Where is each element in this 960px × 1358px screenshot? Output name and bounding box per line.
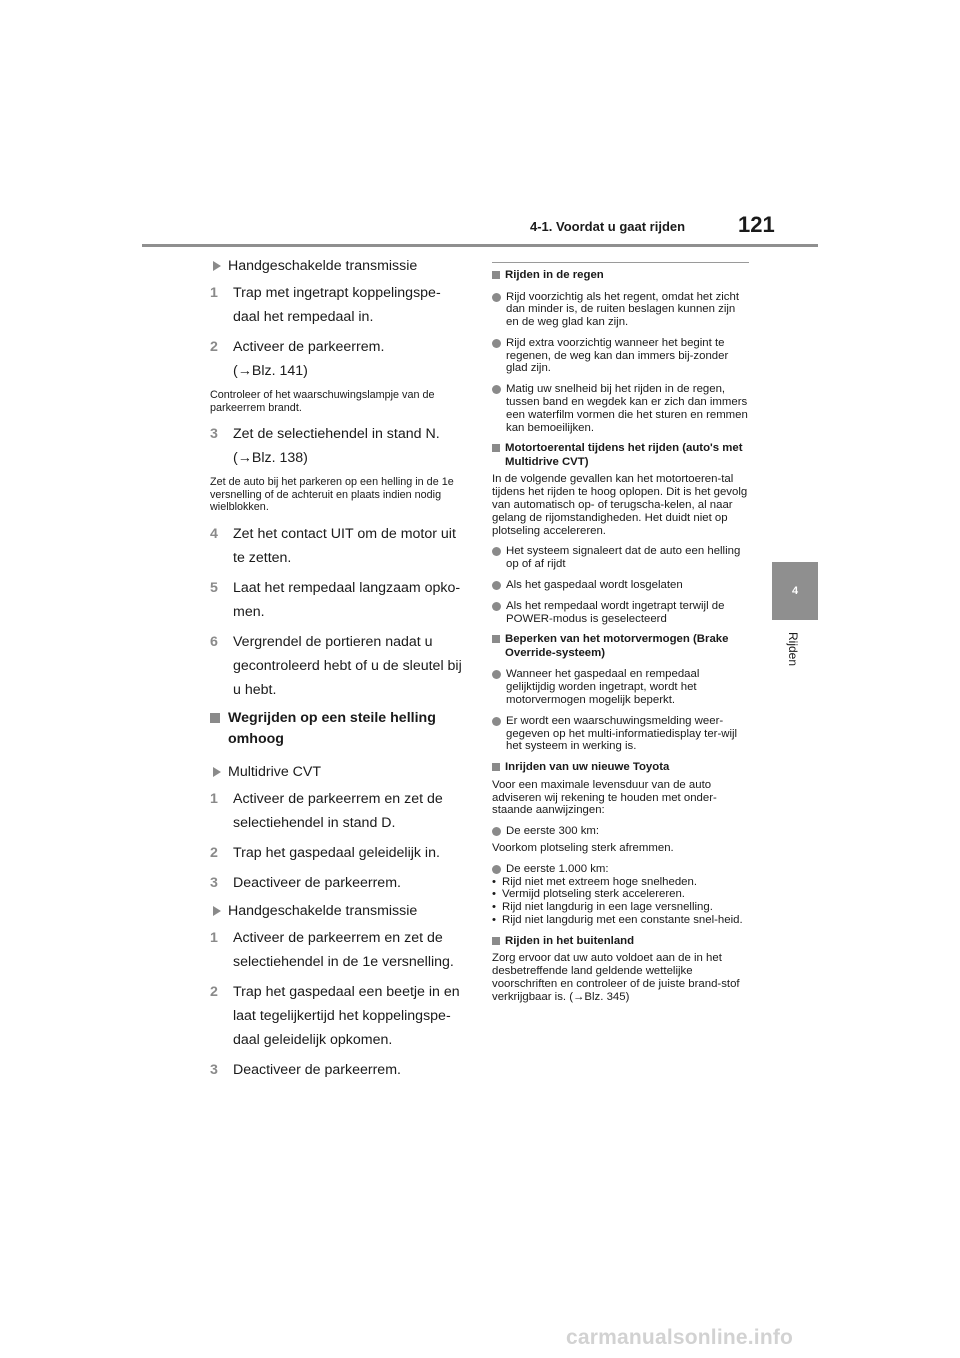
steep-hill-heading: Wegrijden op een steile helling omhoog: [210, 708, 466, 750]
bullet-item: De eerste 300 km:: [492, 825, 749, 838]
page-reference[interactable]: (→Blz. 138): [233, 450, 308, 466]
step-text: Activeer de parkeerrem en zet de selectiehendel in de 1e versnelling.: [233, 929, 454, 970]
page-number: 121: [738, 212, 775, 237]
bullet-item: Matig uw snelheid bij het rijden in de regen, tussen band en wegdek kan er zich dan immers een waterfilm vormen die het sturen en remmen kan bemoeilijken.: [492, 383, 749, 434]
step-number: 1: [210, 285, 218, 301]
header-rule: [142, 244, 818, 247]
step-item: [210, 281, 466, 329]
cvt-heading: Multidrive CVT: [210, 762, 466, 783]
step-text: Laat het rempedaal langzaam opko-men.: [233, 579, 461, 620]
step-text: Trap het gaspedaal een beetje in en laat tegelijkertijd het koppelingspe-daal geleidelijk opkomen.: [233, 983, 460, 1048]
left-column: [210, 254, 466, 1088]
step-item: [210, 576, 466, 624]
list-item: • Rijd niet langdurig in een lage versnelling.: [492, 901, 749, 914]
step-number: 2: [210, 844, 218, 861]
step-number: 3: [210, 874, 218, 891]
step-item: [210, 335, 466, 383]
paragraph: In de volgende gevallen kan het motortoeren-tal tijdens het rijden te hoog oplopen. Dit is het gevolg van automatisch op- of terugscha-kelen, al naar gelang de rijomstandigheden. Het duidt niet op plotseling accelereren.: [492, 473, 748, 537]
right-column: [492, 262, 749, 1011]
bullet-item: Als het gaspedaal wordt losgelaten: [492, 579, 749, 592]
list-item: • Vermijd plotseling sterk accelereren.: [492, 888, 749, 901]
rain-heading: Rijden in de regen: [492, 269, 749, 283]
step-text: Vergrendel de portieren nadat u gecontroleerd hebt of u de sleutel bij u hebt.: [233, 633, 462, 698]
chapter-tab[interactable]: 4: [772, 562, 818, 620]
bullet-item: Wanneer het gaspedaal en rempedaal gelijktijdig worden ingetrapt, wordt het motorvermogen mogelijk beperkt.: [492, 668, 749, 706]
break-in-heading: Inrijden van uw nieuwe Toyota: [492, 761, 749, 775]
section-title: 4-1. Voordat u gaat rijden: [530, 219, 686, 234]
chapter-label: Rijden: [786, 632, 800, 667]
bullet-item: Het systeem signaleert dat de auto een helling op of af rijdt: [492, 545, 749, 571]
step-text: Activeer de parkeerrem en zet de selectiehendel in stand D.: [233, 790, 443, 831]
step-text: Deactiveer de parkeerrem.: [233, 1061, 401, 1078]
step-item: [210, 1058, 466, 1082]
brake-override-heading: Beperken van het motorvermogen (Brake Override-systeem): [492, 633, 749, 660]
bullet-item: De eerste 1.000 km:: [492, 863, 749, 876]
step-number: 1: [210, 929, 218, 946]
list-item: • Rijd niet langdurig met een constante snel-heid.: [492, 914, 749, 927]
step-text: Deactiveer de parkeerrem.: [233, 874, 401, 891]
abroad-heading: Rijden in het buitenland: [492, 935, 749, 949]
step-text: Activeer de parkeerrem.: [233, 339, 385, 355]
manual-transmission-heading-2: Handgeschakelde transmissie: [210, 901, 466, 922]
note-text: Zet de auto bij het parkeren op een helling in de 1e versnelling of de achteruit en plaats indien nodig wielblokken.: [210, 476, 454, 513]
paragraph: Voorkom plotseling sterk afremmen.: [492, 841, 674, 854]
step-number: 4: [210, 525, 218, 542]
page-reference[interactable]: (→Blz. 141): [233, 363, 308, 379]
step-item: [210, 787, 466, 835]
step-number: 6: [210, 633, 218, 650]
step-number: 3: [210, 426, 218, 442]
step-number: 2: [210, 339, 218, 355]
step-text: Trap het gaspedaal geleidelijk in.: [233, 844, 440, 861]
step-number: 3: [210, 1061, 218, 1078]
step-item: [210, 980, 466, 1052]
step-item: [210, 422, 466, 470]
step-item: [210, 630, 466, 702]
step-number: 1: [210, 790, 218, 807]
bullet-item: Rijd voorzichtig als het regent, omdat het zicht dan minder is, de ruiten beslagen kunnen zijn en de weg glad kan zijn.: [492, 291, 749, 329]
note-text: Controleer of het waarschuwingslampje van de parkeerrem brandt.: [210, 389, 435, 414]
step-number: 2: [210, 983, 218, 1000]
bullet-item: Als het rempedaal wordt ingetrapt terwijl de POWER-modus is geselecteerd: [492, 600, 749, 626]
step-number: 5: [210, 579, 218, 596]
watermark: carmanualsonline.info: [566, 1326, 794, 1349]
step-item: [210, 871, 466, 895]
step-item: [210, 522, 466, 570]
break-in-list: [492, 876, 749, 927]
paragraph: Voor een maximale levensduur van de auto adviseren wij rekening te houden met onder-staande aanwijzingen:: [492, 778, 717, 817]
step-text: Trap met ingetrapt koppelingspe-daal het rempedaal in.: [233, 285, 441, 325]
list-item: • Rijd niet met extreem hoge snelheden.: [492, 876, 749, 889]
step-item: [210, 926, 466, 974]
bullet-item: Rijd extra voorzichtig wanneer het begint te regenen, de weg kan dan immers bij-zonder glad zijn.: [492, 337, 749, 375]
step-item: [210, 841, 466, 865]
step-text: Zet het contact UIT om de motor uit te zetten.: [233, 525, 456, 566]
paragraph: Zorg ervoor dat uw auto voldoet aan de in het desbetreffende land geldende wettelijke voorschriften en controleer of de juiste brand-stof verkrijgbaar is. (→Blz. 345): [492, 952, 740, 1003]
engine-speed-heading: Motortoerental tijdens het rijden (auto's met Multidrive CVT): [492, 442, 749, 469]
manual-transmission-heading: Handgeschakelde transmissie: [210, 256, 466, 277]
step-text: Zet de selectiehendel in stand N.: [233, 426, 440, 442]
bullet-item: Er wordt een waarschuwingsmelding weer-gegeven op het multi-informatiedisplay ter-wijl het systeem in werking is.: [492, 715, 749, 753]
